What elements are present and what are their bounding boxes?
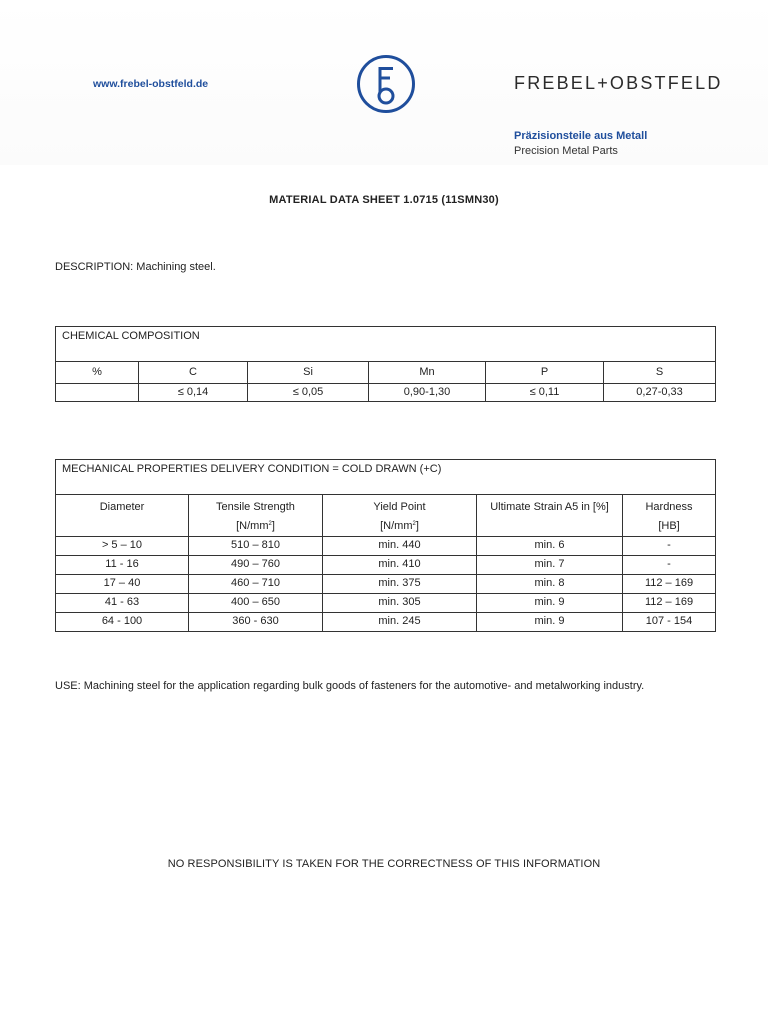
chem-header-s: S bbox=[604, 362, 716, 384]
mech-header-tensile bbox=[189, 495, 323, 537]
chem-value-s: 0,27-0,33 bbox=[604, 384, 716, 402]
mech-header-diameter bbox=[56, 495, 189, 537]
disclaimer-text: NO RESPONSIBILITY IS TAKEN FOR THE CORRECTNESS OF THIS INFORMATION bbox=[167, 858, 601, 870]
strain-cell: min. 6 bbox=[477, 537, 623, 556]
chem-value-blank bbox=[56, 384, 139, 402]
yield-cell: min. 245 bbox=[323, 613, 477, 632]
hardness-cell: 107 - 154 bbox=[623, 613, 716, 632]
yield-cell: min. 410 bbox=[323, 556, 477, 575]
chem-header-p: P bbox=[486, 362, 604, 384]
mech-header-yield bbox=[323, 495, 477, 537]
hardness-label: Hardness bbox=[645, 501, 693, 513]
strain-label: Ultimate Strain A5 in [%] bbox=[490, 501, 609, 513]
strain-cell: min. 8 bbox=[477, 575, 623, 594]
yield-cell: min. 305 bbox=[323, 594, 477, 613]
table-row bbox=[56, 613, 716, 632]
tensile-cell: 400 – 650 bbox=[189, 594, 323, 613]
table-row bbox=[56, 537, 716, 556]
yield-cell: min. 440 bbox=[323, 537, 477, 556]
table-row bbox=[56, 556, 716, 575]
yield-unit: [N/mm bbox=[380, 520, 413, 532]
hardness-unit: [HB] bbox=[658, 520, 680, 532]
chemical-caption: CHEMICAL COMPOSITION bbox=[56, 327, 716, 362]
strain-cell: min. 9 bbox=[477, 594, 623, 613]
fo-monogram-logo-icon bbox=[355, 55, 417, 113]
tensile-cell: 510 – 810 bbox=[189, 537, 323, 556]
chem-header-mn: Mn bbox=[369, 362, 486, 384]
chem-value-c: ≤ 0,14 bbox=[139, 384, 248, 402]
tensile-cell: 490 – 760 bbox=[189, 556, 323, 575]
hardness-cell: 112 – 169 bbox=[623, 594, 716, 613]
yield-label: Yield Point bbox=[373, 501, 426, 513]
mech-header-strain bbox=[477, 495, 623, 537]
table-row bbox=[56, 594, 716, 613]
tagline-english: Precision Metal Parts bbox=[514, 145, 618, 157]
yield-cell: min. 375 bbox=[323, 575, 477, 594]
chem-header-si: Si bbox=[248, 362, 369, 384]
chem-header-percent: % bbox=[56, 362, 139, 384]
description-text: DESCRIPTION: Machining steel. bbox=[55, 261, 216, 273]
mech-header-hardness bbox=[623, 495, 716, 537]
tensile-label: Tensile Strength bbox=[216, 501, 295, 513]
use-text: USE: Machining steel for the application regarding bulk goods of fasteners for the automotive- and metalworking industry. bbox=[55, 680, 645, 692]
chem-header-c: C bbox=[139, 362, 248, 384]
chemical-composition-table bbox=[55, 326, 716, 402]
chem-value-p: ≤ 0,11 bbox=[486, 384, 604, 402]
hardness-cell: - bbox=[623, 537, 716, 556]
strain-cell: min. 7 bbox=[477, 556, 623, 575]
diameter-cell: 11 - 16 bbox=[56, 556, 189, 575]
yield-unit-exponent: 2 bbox=[412, 521, 416, 527]
diameter-cell: 17 – 40 bbox=[56, 575, 189, 594]
chem-value-si: ≤ 0,05 bbox=[248, 384, 369, 402]
tensile-unit-exponent: 2 bbox=[268, 521, 272, 527]
website-link[interactable]: www.frebel-obstfeld.de bbox=[93, 78, 209, 90]
document-title: MATERIAL DATA SHEET 1.0715 (11SMN30) bbox=[269, 194, 499, 206]
tensile-unit: [N/mm bbox=[236, 520, 269, 532]
tensile-unit-close: ] bbox=[271, 520, 275, 532]
hardness-cell: - bbox=[623, 556, 716, 575]
strain-cell: min. 9 bbox=[477, 613, 623, 632]
diameter-label: Diameter bbox=[99, 501, 145, 513]
mechanical-properties-table bbox=[55, 459, 716, 632]
yield-unit-close: ] bbox=[415, 520, 419, 532]
tensile-cell: 460 – 710 bbox=[189, 575, 323, 594]
tagline-german: Präzisionsteile aus Metall bbox=[514, 130, 648, 142]
diameter-cell: 64 - 100 bbox=[56, 613, 189, 632]
chem-value-mn: 0,90-1,30 bbox=[369, 384, 486, 402]
diameter-cell: 41 - 63 bbox=[56, 594, 189, 613]
table-row bbox=[56, 575, 716, 594]
diameter-cell: > 5 – 10 bbox=[56, 537, 189, 556]
mechanical-caption: MECHANICAL PROPERTIES DELIVERY CONDITION = COLD DRAWN (+C) bbox=[56, 460, 716, 495]
tensile-cell: 360 - 630 bbox=[189, 613, 323, 632]
brand-wordmark: FREBEL+OBSTFELD bbox=[514, 73, 723, 93]
hardness-cell: 112 – 169 bbox=[623, 575, 716, 594]
